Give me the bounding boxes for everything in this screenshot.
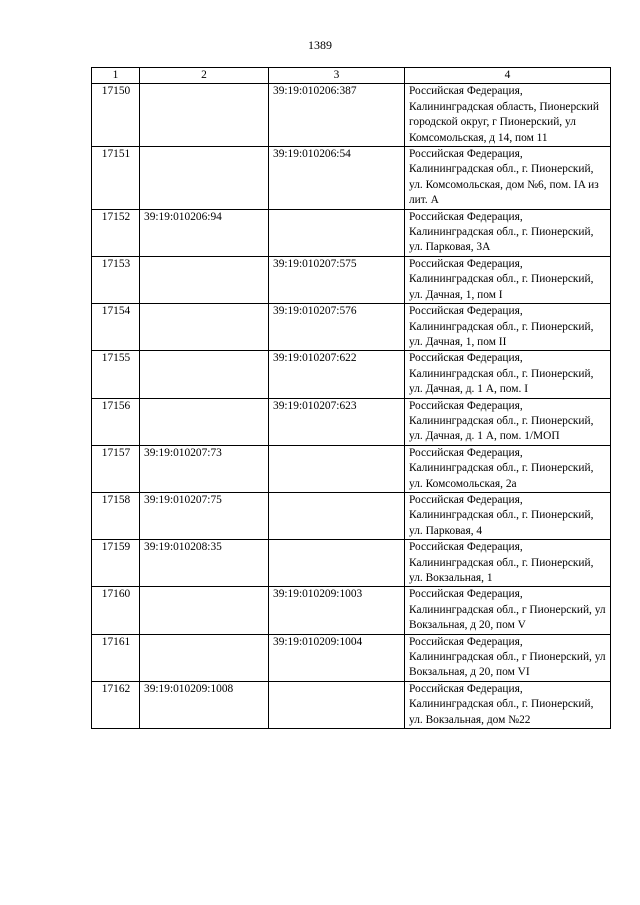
- registry-table: [91, 67, 611, 729]
- cadastral-number-cell: 39:19:010207:622: [269, 351, 405, 398]
- row-number-cell: 17156: [92, 398, 140, 445]
- cadastral-number-cell: 39:19:010208:35: [140, 540, 269, 587]
- cadastral-number-cell: 39:19:010209:1004: [269, 634, 405, 681]
- row-number-cell: 17153: [92, 256, 140, 303]
- cadastral-number-cell: 39:19:010207:73: [140, 445, 269, 492]
- cadastral-number-cell: [269, 209, 405, 256]
- table-row: [92, 681, 611, 728]
- column-header-1: 1: [92, 68, 140, 84]
- row-number-cell: 17152: [92, 209, 140, 256]
- address-cell: Российская Федерация, Калининградская обл., г. Пионерский, ул. Вокзальная, 1: [405, 540, 611, 587]
- cadastral-number-cell: 39:19:010207:75: [140, 492, 269, 539]
- table-row: [92, 147, 611, 210]
- table-header: [92, 68, 611, 84]
- row-number-cell: 17159: [92, 540, 140, 587]
- table-row: [92, 256, 611, 303]
- address-cell: Российская Федерация, Калининградская обл., г. Пионерский, ул. Дачная, 1, пом II: [405, 304, 611, 351]
- table-row: [92, 540, 611, 587]
- address-cell: Российская Федерация, Калининградская обл., г. Пионерский, ул. Вокзальная, дом №22: [405, 681, 611, 728]
- table-row: [92, 445, 611, 492]
- cadastral-number-cell: [140, 587, 269, 634]
- address-cell: Российская Федерация, Калининградская обл., г. Пионерский, ул. Дачная, д. 1 А, пом. 1/МОП: [405, 398, 611, 445]
- cadastral-number-cell: 39:19:010206:94: [140, 209, 269, 256]
- cadastral-number-cell: [140, 398, 269, 445]
- column-header-3: 3: [269, 68, 405, 84]
- cadastral-number-cell: 39:19:010206:387: [269, 84, 405, 147]
- column-header-4: 4: [405, 68, 611, 84]
- header-row: [92, 68, 611, 84]
- table-row: [92, 634, 611, 681]
- page-number: 1389: [308, 38, 332, 52]
- address-cell: Российская Федерация, Калининградская обл., г Пионерский, ул Вокзальная, д 20, пом VI: [405, 634, 611, 681]
- row-number-cell: 17158: [92, 492, 140, 539]
- cadastral-number-cell: [140, 147, 269, 210]
- row-number-cell: 17157: [92, 445, 140, 492]
- row-number-cell: 17160: [92, 587, 140, 634]
- table-row: [92, 84, 611, 147]
- row-number-cell: 17150: [92, 84, 140, 147]
- address-cell: Российская Федерация, Калининградская обл., г. Пионерский, ул. Парковая, 4: [405, 492, 611, 539]
- cadastral-number-cell: [140, 84, 269, 147]
- column-header-2: 2: [140, 68, 269, 84]
- table-row: [92, 209, 611, 256]
- address-cell: Российская Федерация, Калининградская обл., г. Пионерский, ул. Дачная, д. 1 А, пом. I: [405, 351, 611, 398]
- cadastral-number-cell: [269, 445, 405, 492]
- address-cell: Российская Федерация, Калининградская обл., г. Пионерский, ул. Парковая, 3А: [405, 209, 611, 256]
- cadastral-number-cell: 39:19:010209:1003: [269, 587, 405, 634]
- cadastral-number-cell: [140, 351, 269, 398]
- row-number-cell: 17162: [92, 681, 140, 728]
- table-row: [92, 398, 611, 445]
- cadastral-number-cell: [140, 634, 269, 681]
- cadastral-number-cell: 39:19:010207:576: [269, 304, 405, 351]
- cadastral-number-cell: 39:19:010207:623: [269, 398, 405, 445]
- row-number-cell: 17151: [92, 147, 140, 210]
- table-body: [92, 84, 611, 729]
- cadastral-number-cell: [140, 304, 269, 351]
- table-row: [92, 351, 611, 398]
- address-cell: Российская Федерация, Калининградская обл., г Пионерский, ул Вокзальная, д 20, пом V: [405, 587, 611, 634]
- row-number-cell: 17155: [92, 351, 140, 398]
- table-row: [92, 492, 611, 539]
- address-cell: Российская Федерация, Калининградская обл., г. Пионерский, ул. Дачная, 1, пом I: [405, 256, 611, 303]
- cadastral-number-cell: 39:19:010207:575: [269, 256, 405, 303]
- cadastral-number-cell: 39:19:010206:54: [269, 147, 405, 210]
- cadastral-number-cell: [269, 540, 405, 587]
- address-cell: Российская Федерация, Калининградская обл., г. Пионерский, ул. Комсомольская, дом №6, пом. IA из лит. А: [405, 147, 611, 210]
- table-row: [92, 304, 611, 351]
- cadastral-number-cell: 39:19:010209:1008: [140, 681, 269, 728]
- cadastral-number-cell: [269, 492, 405, 539]
- row-number-cell: 17161: [92, 634, 140, 681]
- address-cell: Российская Федерация, Калининградская область, Пионерский городской округ, г Пионерский, ул Комсомольская, д 14, пом 11: [405, 84, 611, 147]
- cadastral-number-cell: [269, 681, 405, 728]
- row-number-cell: 17154: [92, 304, 140, 351]
- cadastral-number-cell: [140, 256, 269, 303]
- table-row: [92, 587, 611, 634]
- address-cell: Российская Федерация, Калининградская обл., г. Пионерский, ул. Комсомольская, 2а: [405, 445, 611, 492]
